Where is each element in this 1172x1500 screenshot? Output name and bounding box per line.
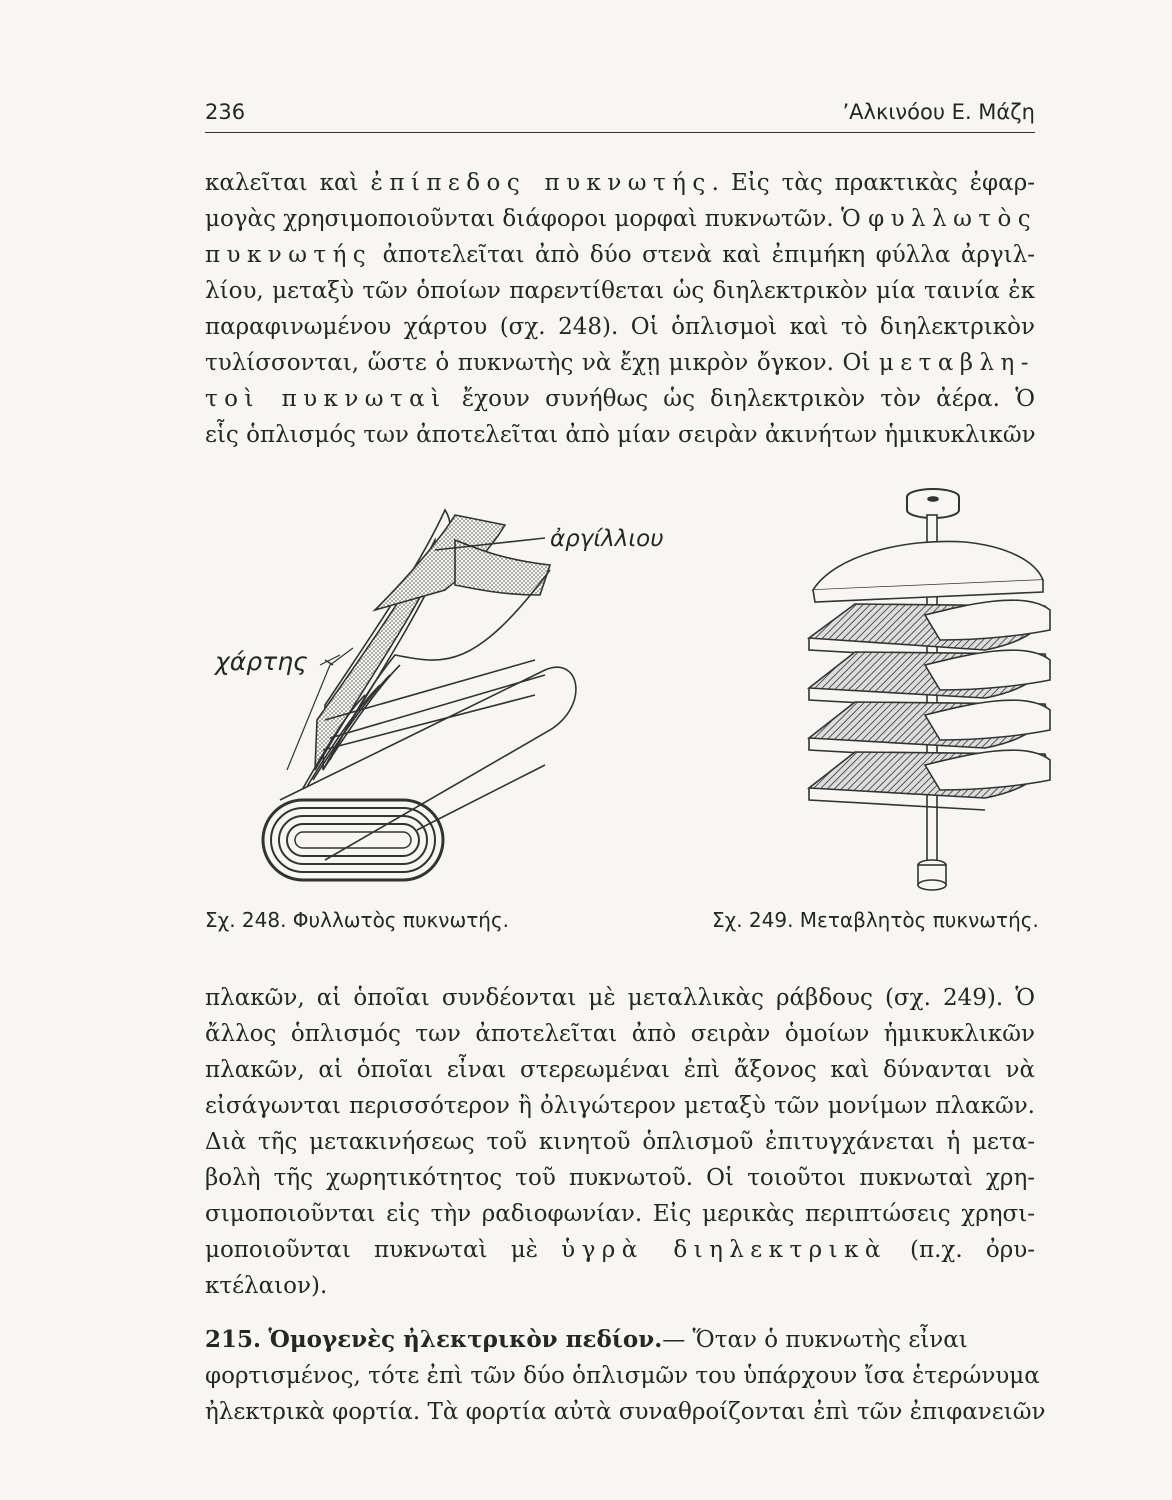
text-line: [205, 345, 1035, 381]
text-run: βολὴ τῆς χωρητικότητος τοῦ πυκνωτοῦ. Οἱ τοιοῦτοι πυκνωταὶ χρη-: [205, 1165, 1035, 1191]
text-line: [205, 1124, 1035, 1160]
text-run: Διὰ τῆς μετακινήσεως τοῦ κινητοῦ ὁπλισμοῦ ἐπιτυγχάνεται ἡ μετα-: [205, 1129, 1035, 1155]
text-run: ἀποτελεῖται ἀπὸ δύο στενὰ καὶ ἐπιμήκη φύλλα ἀργιλ-: [372, 242, 1035, 268]
running-head: ’Αλκινόου Ε. Μάζη: [842, 100, 1035, 124]
label-aluminum: ἀργίλλιου: [550, 526, 664, 552]
text-line: [205, 1052, 1035, 1088]
text-line: [205, 1160, 1035, 1196]
caption-figure-249: Σχ. 249. Μεταβλητὸς πυκνωτής.: [712, 908, 1039, 932]
figure-249-drawing: [809, 489, 1050, 890]
spaced-emphasis: ἐπίπεδος πυκνωτής: [370, 170, 712, 196]
paragraph-1: [205, 165, 1038, 453]
spaced-emphasis: πυκνωτής: [205, 242, 373, 268]
figures-svg: [205, 470, 1055, 910]
spaced-emphasis: τοὶ πυκνωταὶ: [205, 386, 447, 412]
text-run: πλακῶν, αἱ ὁποῖαι εἶναι στερεωμέναι ἐπὶ ἄξονος καὶ δύνανται νὰ: [205, 1057, 1035, 1083]
text-run: εἰσάγωνται περισσότερον ἢ ὀλιγώτερον μεταξὺ τῶν μονίμων πλακῶν.: [205, 1093, 1035, 1119]
text-line: [205, 1268, 1035, 1304]
text-line: [205, 201, 1038, 237]
text-line: [205, 980, 1035, 1016]
page-number: 236: [205, 100, 246, 124]
caption-figure-248: Σχ. 248. Φυλλωτὸς πυκνωτής.: [205, 908, 510, 932]
text-line: [205, 273, 1035, 309]
section-heading-line: [205, 1322, 1035, 1358]
spaced-emphasis: φυλλωτὸς: [868, 206, 1038, 232]
text-run: παραφινωμένου χάρτου (σχ. 248). Οἱ ὁπλισμοὶ καὶ τὸ διηλεκτρικὸν: [205, 314, 1035, 340]
text-run: μογὰς χρησιμοποιοῦνται διάφοροι μορφαὶ πυκνωτῶν. Ὁ: [205, 206, 869, 232]
spaced-emphasis: ὑγρὰ διηλεκτρικὰ: [561, 1237, 887, 1263]
text-line: [205, 1358, 1040, 1394]
text-line: [205, 417, 1035, 453]
text-run: μοποιοῦνται πυκνωταὶ μὲ: [205, 1237, 562, 1263]
text-run: εἷς ὁπλισμός των ἀποτελεῖται ἀπὸ μίαν σειρὰν ἀκινήτων ἡμικυκλικῶν: [205, 422, 1036, 448]
text-line: [205, 1088, 1035, 1124]
text-run: λίου, μεταξὺ τῶν ὁποίων παρεντίθεται ὡς διηλεκτρικὸν μία ταινία ἐκ: [205, 278, 1035, 304]
spaced-emphasis: μεταβλη-: [878, 350, 1035, 376]
text-run: κτέλαιον).: [205, 1273, 328, 1299]
text-run: τυλίσσονται, ὥστε ὁ πυκνωτὴς νὰ ἔχῃ μικρὸν ὄγκον. Οἱ: [205, 350, 879, 376]
label-paper: χάρτης: [215, 647, 308, 676]
section-first-line-text: — Ὅταν ὁ πυκνωτὴς εἶναι: [662, 1327, 968, 1353]
text-line: [205, 237, 1035, 273]
figure-248-drawing: [263, 510, 576, 880]
text-line: [205, 309, 1035, 345]
text-run: καλεῖται καὶ: [205, 170, 371, 196]
section-215: [205, 1322, 1046, 1430]
page-header: [205, 96, 1035, 133]
text-run: πλακῶν, αἱ ὁποῖαι συνδέονται μὲ μεταλλικὰς ράβδους (σχ. 249). Ὁ: [205, 985, 1035, 1011]
text-run: ἠλεκτρικὰ φορτία. Τὰ φορτία αὐτὰ συναθροίζονται ἐπὶ τῶν ἐπιφανειῶν: [205, 1399, 1046, 1425]
text-run: φορτισμένος, τότε ἐπὶ τῶν δύο ὁπλισμῶν του ὑπάρχουν ἴσα ἑτερώνυμα: [205, 1363, 1040, 1389]
text-run: . Εἰς τὰς πρακτικὰς ἐφαρ-: [711, 170, 1035, 196]
text-line: [205, 1394, 1046, 1430]
text-line: [205, 1016, 1035, 1052]
section-number: 215.: [205, 1326, 262, 1353]
text-run: ἄλλος ὁπλισμός των ἀποτελεῖται ἀπὸ σειρὰν ὁμοίων ἡμικυκλικῶν: [205, 1021, 1035, 1047]
text-run: (π.χ. ὀρυ-: [886, 1237, 1035, 1263]
text-line: [205, 165, 1035, 201]
paragraph-2: [205, 980, 1035, 1304]
text-run: σιμοποιοῦνται εἰς τὴν ραδιοφωνίαν. Εἰς μερικὰς περιπτώσεις χρησι-: [205, 1201, 1035, 1227]
text-line: [205, 381, 1035, 417]
section-title: Ὁμογενὲς ἠλεκτρικὸν πεδίον.: [268, 1326, 663, 1353]
figures: [205, 470, 1055, 910]
text-line: [205, 1196, 1035, 1232]
text-run: ἔχουν συνήθως ὡς διηλεκτρικὸν τὸν ἀέρα. Ὁ: [446, 386, 1035, 412]
text-line: [205, 1232, 1035, 1268]
